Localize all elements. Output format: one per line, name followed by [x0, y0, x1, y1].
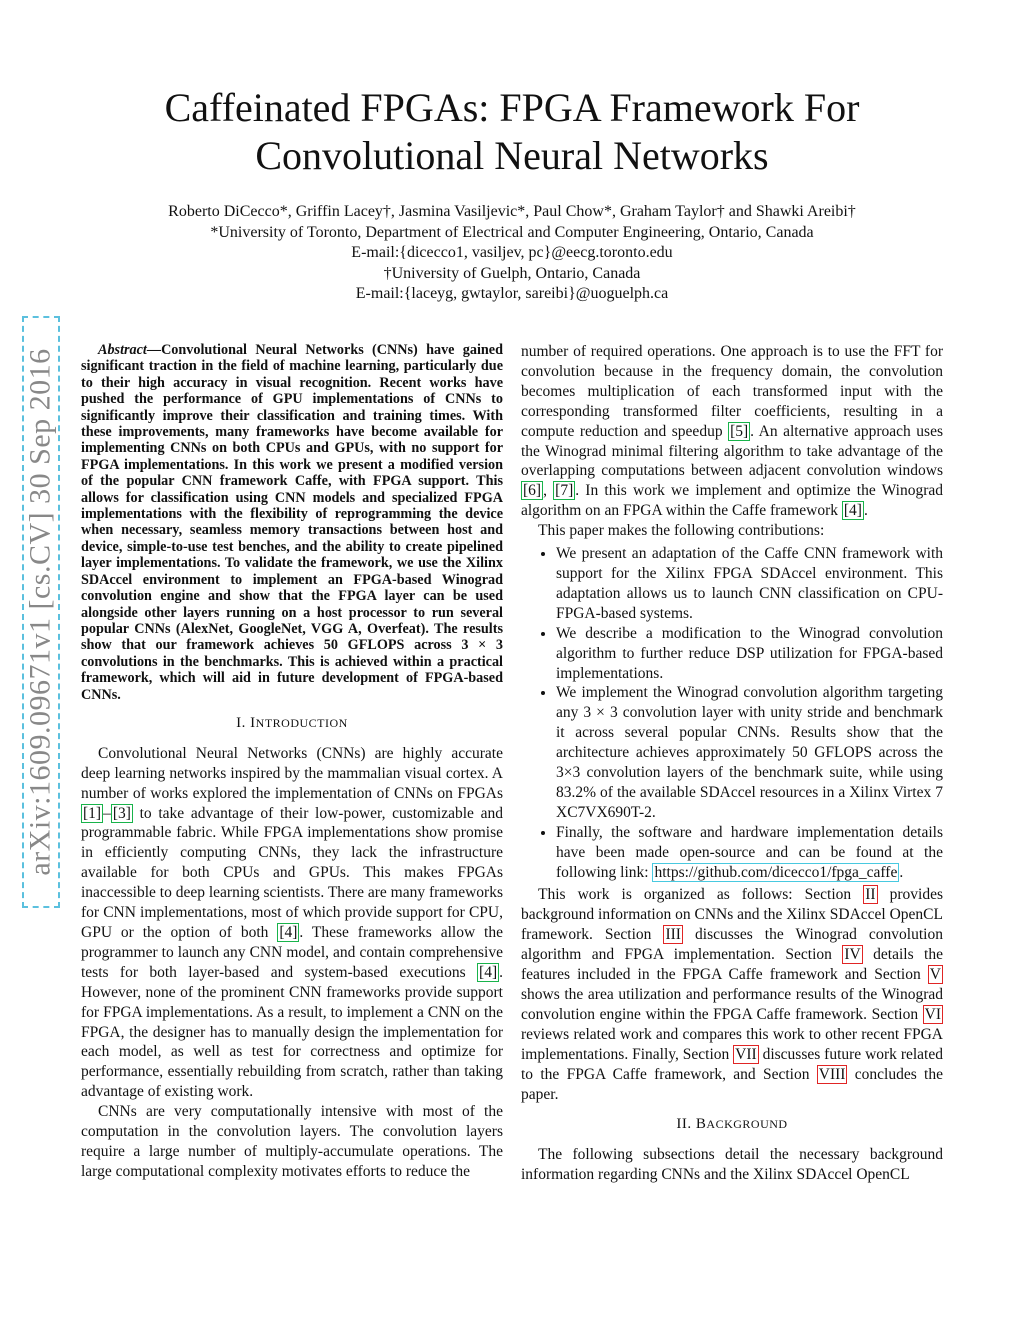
org-text-c: discusses the Winograd convolution algorithm and FPGA implementation. Section: [521, 926, 943, 964]
contribution-item: • We implement the Winograd convolution algorithm targeting any 3 × 3 convolution layer with unity stride and benchmark it across several popular CNNs. Results show that the architecture achieves approximately 50 GFLOPS across the 3×3 convolution layers of the benchmark suite, while using 83.2% of the available SDAccel resources in a Xilinx Virtex 7 XC7VX690T-2.: [556, 683, 943, 822]
org-text-a: This work is organized as follows: Section: [538, 886, 864, 904]
title-line-1: Caffeinated FPGAs: FPGA Framework For: [164, 85, 860, 130]
citation-link[interactable]: [4]: [843, 502, 862, 520]
section-link[interactable]: III: [665, 926, 681, 944]
arxiv-id[interactable]: arXiv:1609.09671v1 [cs.CV] 30 Sep 2016: [24, 348, 58, 876]
section-link[interactable]: V: [929, 966, 941, 984]
citation-link[interactable]: [4]: [479, 963, 498, 981]
title-line-2: Convolutional Neural Networks: [255, 133, 769, 178]
affiliation-toronto: *University of Toronto, Department of Electrical and Computer Engineering, Ontario, Canada: [210, 223, 814, 241]
right-p1-text-a: number of required operations. One approach is to use the FFT for convolution because in the frequency domain, the convolution becomes multiplication of each transformed input with the corresponding transformed filter coefficients, resulting in a compute reduction and speedup: [521, 343, 943, 440]
citation-link[interactable]: [5]: [730, 422, 749, 440]
org-text-d: details the features included in the FPGA Caffe framework and Section: [521, 946, 943, 984]
intro-heading-num: I. I: [236, 714, 256, 731]
right-paragraph-1: [521, 342, 943, 521]
github-link[interactable]: https://github.com/dicecco1/fpga_caffe: [654, 863, 898, 881]
intro-paragraph-1: [81, 744, 503, 1102]
org-text-h: concludes the paper.: [521, 1065, 943, 1103]
background-heading-num: II. B: [676, 1116, 707, 1133]
right-p1-text-c: . In this work we implement and optimize the Winograd algorithm on an FPGA within the Caffe framework: [521, 482, 944, 520]
paper-title: [80, 84, 944, 180]
contributions-list: [521, 544, 943, 882]
contribution-4-end: .: [899, 863, 904, 881]
background-paragraph: The following subsections detail the necessary background information regarding CNNs and the Xilinx SDAccel OpenCL: [521, 1146, 943, 1184]
org-text-f: reviews related work and compares this work to other recent FPGA implementations. Finally, Section: [521, 1025, 943, 1063]
affiliation-guelph: †University of Guelph, Ontario, Canada: [383, 264, 641, 282]
intro-paragraph-2: CNNs are very computationally intensive with most of the computation in the convolution layers. The convolution layers require a large number of multiply-accumulate operations. The large computational complexity motivates efforts to reduce the: [81, 1103, 503, 1180]
right-p1-text-d: .: [863, 502, 868, 520]
background-heading-rest: ACKGROUND: [706, 1117, 788, 1132]
section-link[interactable]: IV: [844, 946, 861, 964]
author-names: Roberto DiCecco*, Griffin Lacey†, Jasmina Vasiljevic*, Paul Chow*, Graham Taylor† and Shawki Areibi†: [168, 203, 856, 220]
citation-link[interactable]: [7]: [555, 482, 574, 500]
organization-paragraph: [521, 885, 943, 1104]
contribution-item: [556, 823, 943, 883]
section-heading-introduction: [81, 714, 503, 734]
section-link[interactable]: VII: [735, 1045, 757, 1063]
contribution-item: • We present an adaptation of the Caffe CNN framework with support for the Xilinx FPGA SDAccel environment. This adaptation allows us to launch CNN classification on CPU-FPGA-based systems.: [556, 544, 943, 624]
contribution-item: • We describe a modification to the Winograd convolution algorithm to further reduce DSP utilization for FPGA-based implementations.: [556, 624, 943, 684]
contribution-4-text: Finally, the software and hardware implementation details have been made open-source and can be found at the following link:: [556, 823, 943, 881]
org-text-e: shows the area utilization and performance results of the Winograd convolution engine within the FPGA Caffe framework. Section: [521, 986, 943, 1023]
right-p1-comma: ,: [543, 482, 554, 500]
email-toronto: E-mail:{dicecco1, vasiljev, pc}@eecg.toronto.edu: [351, 244, 673, 261]
section-link[interactable]: VI: [924, 1005, 941, 1023]
right-p1-text-b: . An alternative approach uses the Winograd minimal filtering algorithm to take advantage of the overlapping computations between adjacent convolution windows: [521, 422, 943, 480]
intro-p1-dash: –: [103, 804, 111, 822]
author-block: [80, 202, 944, 305]
right-column: [521, 342, 943, 1185]
section-heading-background: [521, 1115, 943, 1135]
intro-p1-text-d: . However, none of the prominent CNN frameworks provide support for FPGA implementations. As a result, to implement a CNN on the FPGA, the designer has to manually design the implementation for each model, as well as test for correctness and optimize for performance, essentially rebuilding from scratch, rather than taking advantage of existing work.: [81, 963, 503, 1101]
arxiv-sidebar-stamp[interactable]: [22, 316, 60, 908]
intro-p1-text-b: to take advantage of their low-power, customizable and programmable fabric. While FPGA implementations show promise in efficiently computing CNNs, they lack the infrastructure available for both CPUs and GPUs. This makes FPGAs inaccessible to deep learning scientists. There are many frameworks for CNN implementations, most of which provide support for CPU, GPU or the option of both: [81, 804, 503, 941]
email-guelph: E-mail:{laceyg, gwtaylor, sareibi}@uoguelph.ca: [355, 285, 669, 302]
org-text-g: discusses future work related to the FPGA Caffe framework, and Section: [521, 1045, 943, 1083]
abstract: [81, 342, 503, 703]
abstract-label: Abstract: [98, 342, 147, 358]
section-link[interactable]: II: [865, 886, 876, 904]
citation-link[interactable]: [1]: [83, 804, 102, 822]
citation-link[interactable]: [6]: [523, 482, 542, 500]
org-text-b: provides background information on CNNs and the Xilinx SDAccel OpenCL framework. Section: [521, 886, 943, 944]
contributions-intro: This paper makes the following contributions:: [538, 522, 825, 540]
abstract-text: —Convolutional Neural Networks (CNNs) have gained significant traction in the field of machine learning, particularly due to their high accuracy in visual recognition. Recent works have pushed the performance of GPU implementations of CNNs to significantly improve their classification and training times. With these improvements, many frameworks have become available for implementing CNNs on both CPUs and GPUs, with no support for FPGA implementations. In this work we present a modified version of the popular CNN framework Caffe, with FPGA support. This allows for classification using CNN models and specialized FPGA implementations with the flexibility of reprogramming the device when necessary, seamless memory transactions between host and device, simple-to-use test benches, and the ability to create pipelined layer implementations. To validate the framework, we use the Xilinx SDAccel environment to implement an FPGA-based Winograd convolution engine and show that the FPGA layer can be used alongside other layers running on a host processor to run several popular CNNs (AlexNet, GoogleNet, VGG A, Overfeat). The results show that our framework achieves 50 GFLOPS across 3 × 3 convolutions in the benchmarks. This is achieved within a practical framework, which will aid in future development of FPGA-based CNNs.: [81, 342, 503, 703]
intro-p1-text-a: Convolutional Neural Networks (CNNs) are highly accurate deep learning networks inspired by the mammalian visual cortex. A number of works explored the implementation of CNNs on FPGAs: [81, 744, 503, 802]
intro-heading-rest: NTRODUCTION: [255, 715, 348, 730]
section-link[interactable]: VIII: [818, 1065, 846, 1083]
citation-link[interactable]: [4]: [279, 924, 298, 941]
citation-link[interactable]: [3]: [112, 804, 131, 822]
intro-p1-text-c: . These frameworks allow the programmer to launch any CNN model, and contain comprehensive tests for both layer-based and system-based executions: [81, 924, 503, 981]
left-column: [81, 342, 503, 1182]
